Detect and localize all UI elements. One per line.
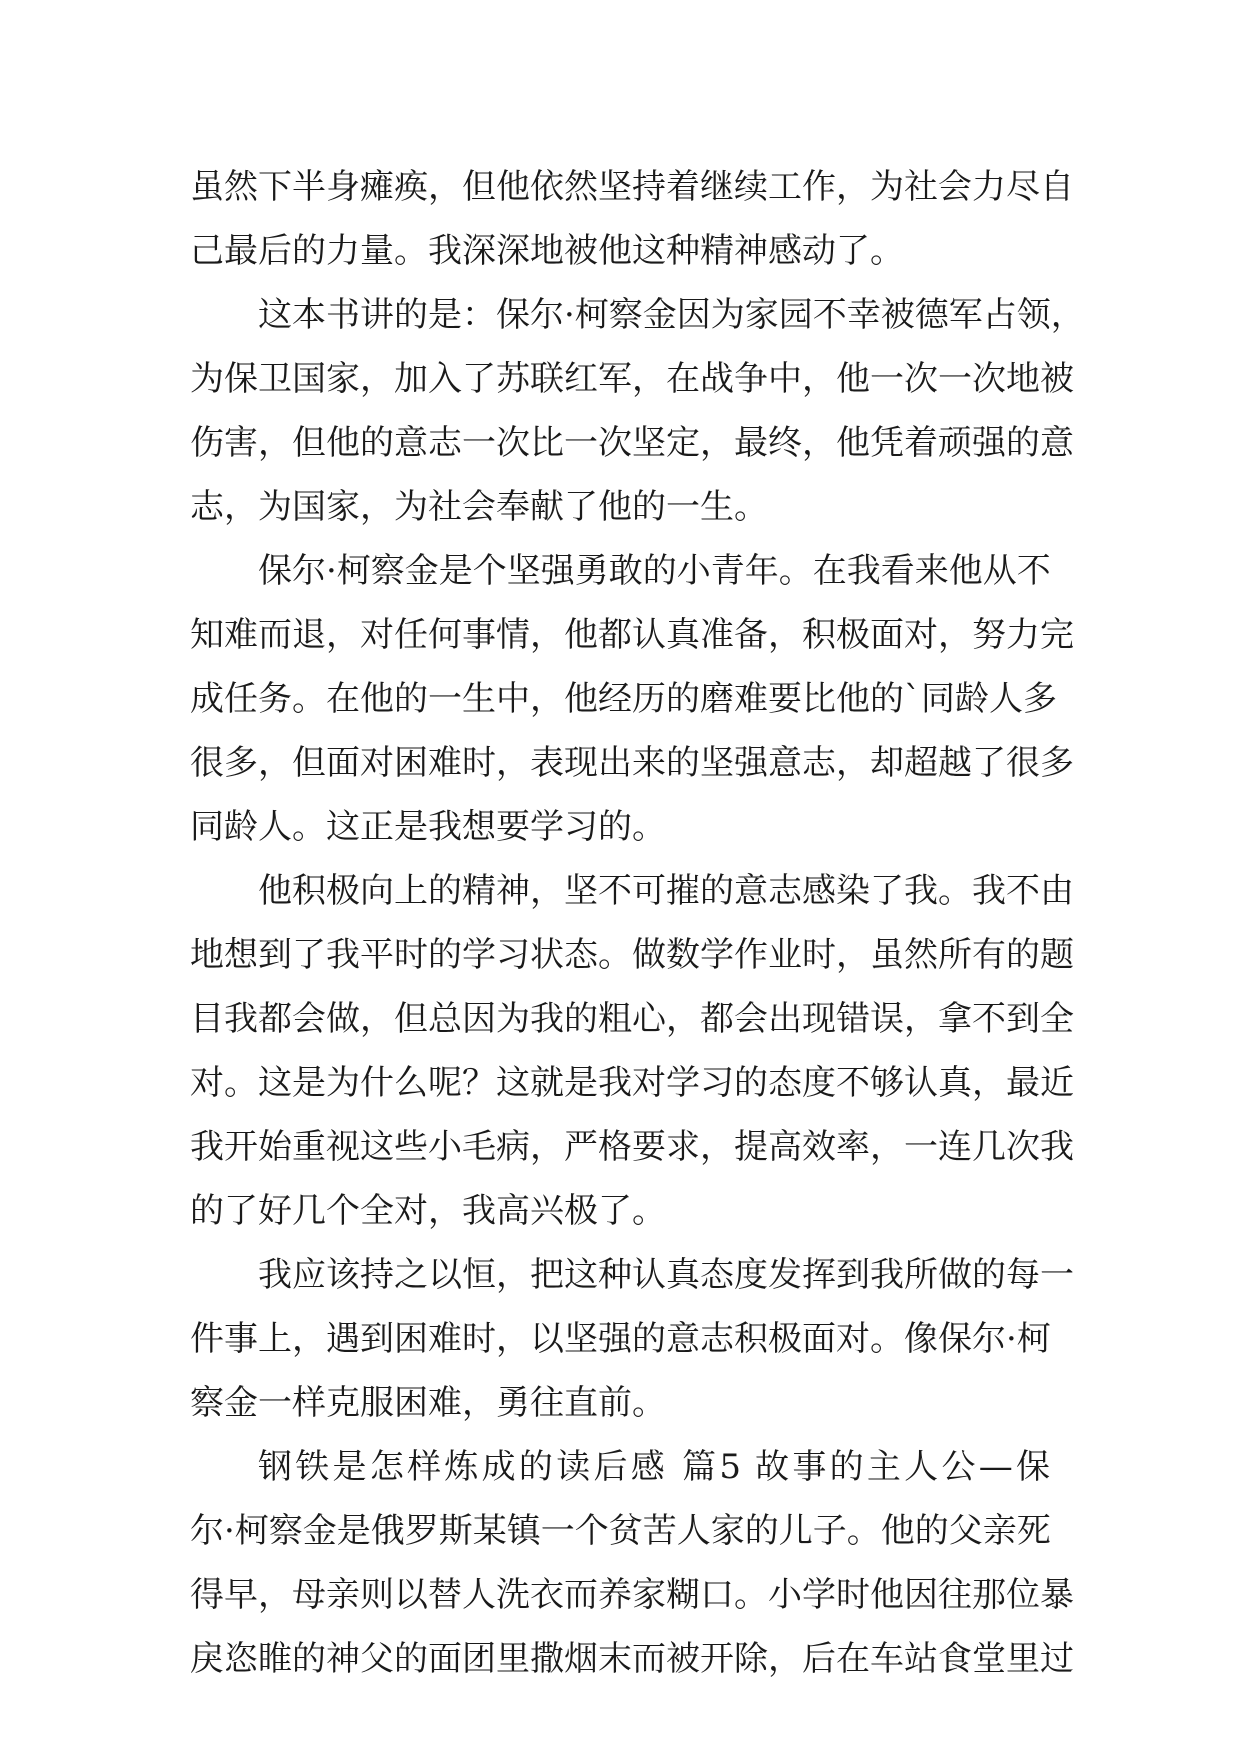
paragraph-line: 知难而退，对任何事情，他都认真准备，积极面对，努力完	[190, 615, 1074, 655]
paragraph-line: 钢铁是怎样炼成的读后感 篇5 故事的主人公—保	[258, 1447, 1050, 1487]
paragraph-line: 保尔·柯察金是个坚强勇敢的小青年。在我看来他从不	[258, 551, 1051, 591]
paragraph-line: 很多，但面对困难时，表现出来的坚强意志，却超越了很多	[190, 743, 1074, 783]
paragraph-line: 戾恣睢的神父的面团里撒烟末而被开除，后在车站食堂里过	[190, 1639, 1074, 1679]
paragraph-line: 这本书讲的是：保尔·柯察金因为家园不幸被德军占领，	[258, 295, 1085, 335]
paragraph-line: 志，为国家，为社会奉献了他的一生。	[190, 487, 768, 527]
paragraph-line: 伤害，但他的意志一次比一次坚定，最终，他凭着顽强的意	[190, 423, 1074, 463]
paragraph-line: 同龄人。这正是我想要学习的。	[190, 807, 666, 847]
paragraph-line: 件事上，遇到困难时，以坚强的意志积极面对。像保尔·柯	[190, 1319, 1051, 1359]
paragraph-line: 的了好几个全对，我高兴极了。	[190, 1191, 666, 1231]
paragraph-line: 察金一样克服困难，勇往直前。	[190, 1383, 666, 1423]
paragraph-line: 虽然下半身瘫痪，但他依然坚持着继续工作，为社会力尽自	[190, 167, 1074, 207]
paragraph-line: 对。这是为什么呢？这就是我对学习的态度不够认真，最近	[190, 1063, 1074, 1103]
paragraph-line: 他积极向上的精神，坚不可摧的意志感染了我。我不由	[258, 871, 1074, 911]
paragraph-line: 我开始重视这些小毛病，严格要求，提高效率，一连几次我	[190, 1127, 1074, 1167]
paragraph-line: 为保卫国家，加入了苏联红军，在战争中，他一次一次地被	[190, 359, 1074, 399]
paragraph-line: 得早，母亲则以替人洗衣而养家糊口。小学时他因往那位暴	[190, 1575, 1074, 1615]
paragraph-line: 我应该持之以恒，把这种认真态度发挥到我所做的每一	[258, 1255, 1074, 1295]
paragraph-line: 成任务。在他的一生中，他经历的磨难要比他的`同龄人多	[190, 679, 1057, 719]
paragraph-line: 地想到了我平时的学习状态。做数学作业时，虽然所有的题	[190, 935, 1074, 975]
paragraph-line: 目我都会做，但总因为我的粗心，都会出现错误，拿不到全	[190, 999, 1074, 1039]
document-body	[190, 155, 1085, 1691]
paragraph-line: 己最后的力量。我深深地被他这种精神感动了。	[190, 231, 904, 271]
paragraph-line: 尔·柯察金是俄罗斯某镇一个贫苦人家的儿子。他的父亲死	[190, 1511, 1051, 1551]
